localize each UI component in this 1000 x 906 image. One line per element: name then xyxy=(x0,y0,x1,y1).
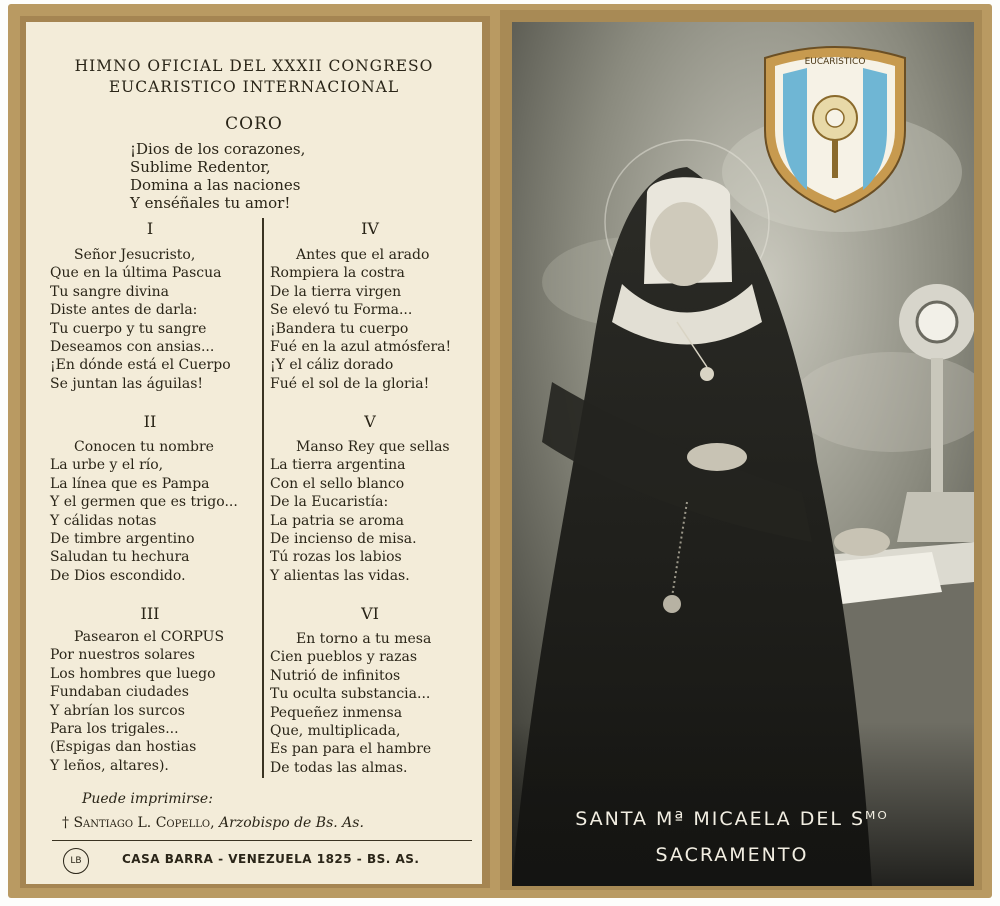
stanza-line: Conocen tu nombre xyxy=(74,439,214,455)
coro-text xyxy=(130,140,305,212)
caption-line1: SANTA Mª MICAELA DEL Sᴹᴼ xyxy=(575,808,889,830)
approval-title: Arzobispo de Bs. As. xyxy=(219,815,364,831)
approval xyxy=(62,815,364,831)
stanza-numeral: IV xyxy=(361,219,379,238)
coro-heading: CORO xyxy=(225,114,283,134)
stanza xyxy=(270,438,450,585)
stanza-line: Diste antes de darla: xyxy=(50,302,198,319)
stanza xyxy=(270,246,451,393)
stanza-line: Manso Rey que sellas xyxy=(296,439,450,455)
stanza-line: De timbre argentino xyxy=(50,531,195,548)
stanza-line: Fué el sol de la gloria! xyxy=(270,375,430,392)
stanza-numeral: II xyxy=(143,412,157,431)
stanza-line: Por nuestros solares xyxy=(50,647,195,664)
printer-logo: LB xyxy=(63,848,89,874)
stanza-line: ¡En dónde está el Cuerpo xyxy=(50,357,231,374)
stanza xyxy=(50,438,238,585)
footer-divider xyxy=(52,840,472,841)
printer-imprint: CASA BARRA - VENEZUELA 1825 - BS. AS. xyxy=(122,852,420,866)
stanza-line: En torno a tu mesa xyxy=(296,631,432,647)
stanza-line: Saludan tu hechura xyxy=(50,549,190,566)
hymn-title-line2: EUCARISTICO INTERNACIONAL xyxy=(108,78,400,96)
stanza-line: De Dios escondido. xyxy=(50,567,186,584)
stanza-line: Tu oculta substancia... xyxy=(270,686,431,703)
stanza xyxy=(50,628,224,775)
pendant xyxy=(700,367,714,381)
stanza-numeral: I xyxy=(146,219,154,238)
stanza-line: Y abrían los surcos xyxy=(50,702,185,719)
hand-on-book xyxy=(834,528,890,556)
stanza-line: Cien pueblos y razas xyxy=(270,649,418,666)
stanza-line: De incienso de misa. xyxy=(270,531,417,548)
stanza-numeral: III xyxy=(140,604,160,623)
stanza-line: La tierra argentina xyxy=(270,457,406,474)
stanza-line: La patria se aroma xyxy=(270,512,405,529)
stanza xyxy=(50,246,231,393)
stanza-line: Señor Jesucristo, xyxy=(74,247,196,263)
stanza-line: Tú rozas los labios xyxy=(270,549,402,566)
hymn-title-line1: HIMNO OFICIAL DEL XXXII CONGRESO xyxy=(74,57,434,75)
column-divider xyxy=(262,218,264,778)
stanza-line: Fundaban ciudades xyxy=(50,684,189,701)
stanza-line: Se juntan las águilas! xyxy=(50,375,204,392)
coro-line: ¡Dios de los corazones, xyxy=(130,140,306,158)
stanza-line: Que en la última Pascua xyxy=(50,265,222,282)
stanza-line: De la tierra virgen xyxy=(270,283,402,300)
stanza-line: Es pan para el hambre xyxy=(270,741,432,758)
coro-line: Y enséñales tu amor! xyxy=(130,194,291,212)
stanza-line: Y leños, altares). xyxy=(50,757,169,774)
stanza xyxy=(270,630,431,777)
stanza-line: ¡Bandera tu cuerpo xyxy=(270,320,409,337)
stanza-line: Los hombres que luego xyxy=(50,665,216,682)
stanza-line: Pasearon el CORPUS xyxy=(74,629,225,645)
stanza-numeral: V xyxy=(364,412,376,431)
stanza-line: Y el germen que es trigo... xyxy=(50,494,238,511)
stanza-line: De todas las almas. xyxy=(270,759,408,776)
stanza-line: La línea que es Pampa xyxy=(50,475,210,492)
stanza-line: Para los trigales... xyxy=(50,721,179,738)
stanza-line: Tu sangre divina xyxy=(50,283,169,300)
coro-line: Domina a las naciones xyxy=(130,176,301,194)
stanza-line: Nutrió de infinitos xyxy=(270,667,401,684)
rosary-medal xyxy=(663,595,681,613)
stanza-line: Fué en la azul atmósfera! xyxy=(270,339,452,356)
caption-line2: SACRAMENTO xyxy=(655,844,809,866)
stanza-line: Y cálidas notas xyxy=(50,512,157,529)
stanza-line: Antes que el arado xyxy=(296,247,430,263)
approval-name: † Santiago L. Copello, xyxy=(62,815,215,831)
stanza-line: De la Eucaristía: xyxy=(270,494,389,511)
coro-line: Sublime Redentor, xyxy=(130,158,271,176)
stanza-line: Tu cuerpo y tu sangre xyxy=(50,320,207,337)
stanza-line: Rompiera la costra xyxy=(270,265,405,282)
stanza-line: Deseamos con ansias... xyxy=(50,339,215,356)
stanza-line: (Espigas dan hostias xyxy=(50,739,197,756)
congress-badge xyxy=(755,40,915,215)
badge-top-text: EUCARISTICO xyxy=(804,57,866,67)
hand xyxy=(687,443,747,471)
stanza-line: Pequeñez inmensa xyxy=(270,704,403,721)
stanza-line: Se elevó tu Forma... xyxy=(270,302,413,319)
stanza-line: Y alientas las vidas. xyxy=(270,567,410,584)
stanza-line: La urbe y el río, xyxy=(50,457,164,474)
stanza-numeral: VI xyxy=(361,604,379,623)
imprimatur: Puede imprimirse: xyxy=(82,791,213,807)
face xyxy=(650,202,718,286)
stanza-line: Que, multiplicada, xyxy=(270,723,401,740)
stanza-line: Con el sello blanco xyxy=(270,475,405,492)
stanza-line: ¡Y el cáliz dorado xyxy=(270,357,394,374)
